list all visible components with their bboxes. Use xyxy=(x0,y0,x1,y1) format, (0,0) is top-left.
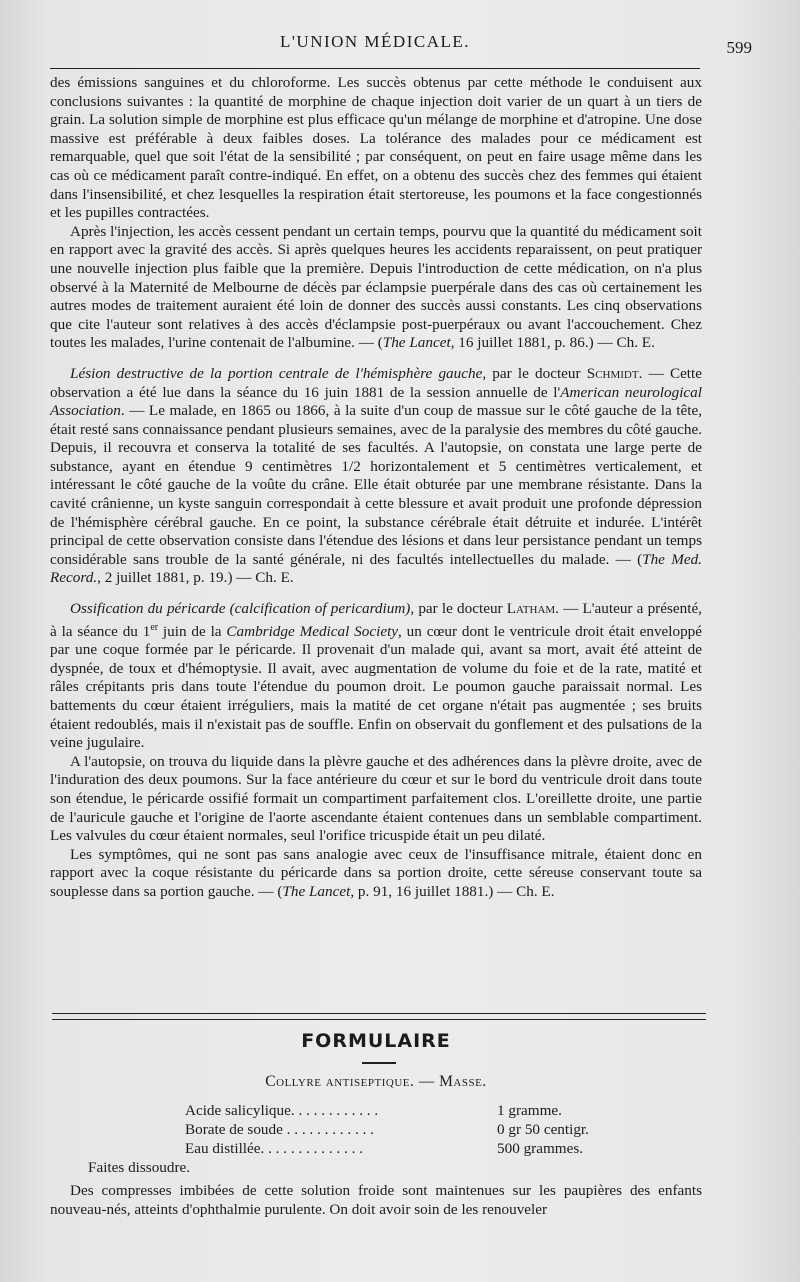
section-double-rule xyxy=(52,1013,706,1020)
ingredient-quantity: 0 gr 50 centigr. xyxy=(497,1121,589,1138)
ingredient-list xyxy=(185,1101,645,1158)
heading-dash xyxy=(362,1062,396,1064)
paragraph-4-text-cont: juin de la xyxy=(158,622,227,640)
association-name: American neurological Association xyxy=(50,383,702,420)
paragraph-6-text: Les symptômes, qui ne sont pas sans analogie avec ceux de l'insuffisance mitrale, étaient donc en rapport avec la coque résistante du péricarde dans sa portion droite, cette séreuse conservant toute sa souplesse dans sa portion gauche. — ( xyxy=(50,845,702,900)
society-name: Cambridge Medical Society xyxy=(226,622,399,640)
header-rule xyxy=(50,68,700,69)
paragraph-4-text-end: , un cœur dont le ventricule droit était enveloppé par une coque formée par le péricarde. Il provenait d'un malade qui, avant sa mort, avait été atteint de dyspnée, de toux et d'hémoptysie. Il avait, avec augmentation de volume du foie et de la rate, matité et râles crépitants pris dans toute l'étendue du poumon droit. Le poumon gauche paraissait normal. Les battements du cœur étaient irréguliers, mais la matité de cet organe n'était pas augmentée ; ses bruits étaient redoublés, mais il n'existait pas de souffle. Enfin on observait du gonflement et des pulsations de la veine jugulaire. xyxy=(50,622,703,752)
citation-tail: , p. 91, 16 juillet 1881.) — Ch. E. xyxy=(350,883,555,900)
paragraph-2 xyxy=(50,223,702,353)
paragraph-1: des émissions sanguines et du chloroforme. Les succès obtenus par cette méthode le conduisent aux conclusions suivantes : la quantité de morphine de chaque injection doit varier de un quart à un tiers de grain. La solution simple de morphine est plus efficace qu'un mélange de morphine et d'atropine. Une dose massive est préférable à deux faibles doses. La tolérance des malades pour ce médicament est remarquable, quel que soit l'état de la sensibilité ; par conséquent, on peut en faire usage même dans les cas où ce médicament paraît contre-indiqué. En effet, on a obtenu des succès chez des femmes qui étaient dans l'insensibilité, et chez lesquelles la respiration était stertoreuse, les poumons et la face congestionnés et les pupilles contractées. xyxy=(50,74,702,222)
article-title: Ossification du péricarde (calcification of pericardium) xyxy=(70,600,411,618)
byline: , par le docteur xyxy=(410,600,507,618)
byline: , par le docteur xyxy=(482,364,587,382)
article-title: Lésion destructive de la portion centrale de l'hémisphère gauche xyxy=(70,364,483,382)
ingredient-row xyxy=(185,1139,645,1158)
source-citation: The Lancet xyxy=(282,883,351,900)
ingredient-name: Eau distillée. . . . . . . . . . . . . . xyxy=(185,1140,364,1157)
page-header xyxy=(50,32,752,62)
source-citation: The Med. Record. xyxy=(50,550,702,587)
paragraph-4-text: . — L'auteur a présenté, à la séance du 1 xyxy=(50,600,702,640)
ingredient-quantity: 1 gramme. xyxy=(497,1102,562,1119)
recipe-title: Collyre antiseptique. — Masse. xyxy=(265,1073,487,1090)
citation-tail: , 16 juillet 1881, p. 86.) — Ch. E. xyxy=(450,334,655,352)
author-name: Schmidt xyxy=(586,364,639,382)
paragraph-5: A l'autopsie, on trouva du liquide dans la plèvre gauche et des adhérences dans la plèvre droite, avec de l'induration des deux poumons. Sur la face antérieure du cœur et sur le bord du ventricule droit dans toute son étendue, le péricarde ossifié formait un compartiment parfaitement clos. L'oreillette droite, une partie de l'auricule gauche et l'origine de l'aorte ascendante étaient contenues dans un semblable compartiment. Les valvules du cœur étaient normales, seul l'orifice tricuspide était un peu dilaté. xyxy=(50,752,702,845)
paragraph-3-text: . — Cette observation a été lue dans la séance du 16 juin 1881 de la session annuelle de l' xyxy=(50,364,702,401)
paragraph-2-text: Après l'injection, les accès cessent pendant un certain temps, pourvu que la quantité du médicament soit en rapport avec la gravité des accès. Si après quelques heures les accidents reparaissent, on peut pratiquer une nouvelle injection plus faible que la première. Depuis l'introduction de cette médication, on n'a plus observé à la Maternité de Melbourne de décès par éclampsie puerpérale dans des cas où certainement les autres modes de traitement auraient été loin de donner des succès aussi constants. Les cinq observations que cite l'auteur sont relatives à des accès d'éclampsie post-puerpéraux ou avant l'accouchement. Chez toutes les malades, l'urine contenait de l'albumine. — ( xyxy=(50,222,702,352)
running-head: L'UNION MÉDICALE. xyxy=(279,32,471,51)
paragraph-4 xyxy=(50,600,702,753)
source-citation: The Lancet xyxy=(382,334,451,352)
superscript: er xyxy=(150,621,159,633)
paragraph-3-text-cont: . — Le malade, en 1865 ou 1866, à la suite d'un coup de massue sur le côté gauche de la tête, était resté sans connaissance pendant plusieurs semaines, avec de la paralysie des membres du côté gauche. Depuis, il recouvra et conserva la totalité de ses facultés. A l'autopsie, on constata une large perte de substance, ayant en étendue 9 centimètres 1/2 horizontalement et 5 centimètres verticalement, et intéressant le côté gauche de la voûte du crâne. Elle était obturée par une membrane résistante. Dans la cavité crânienne, un kyste sanguin correspondait à cette blessure et avait produit une profonde dépression de l'hémisphère cérébral gauche. En ce point, la substance cérébrale était détruite et indurée. L'intérêt principal de cette observation consiste dans l'étendue des lésions et dans leur persistance pendant un temps considérable sans trouble de la santé générale, ni des facultés intellectuelles du malade. — ( xyxy=(50,402,702,568)
ingredient-row xyxy=(185,1120,645,1139)
page-number: 599 xyxy=(726,38,752,57)
instruction-text: Faites dissoudre. xyxy=(88,1159,191,1176)
ingredient-quantity: 500 grammes. xyxy=(497,1140,584,1157)
closing-paragraph: Des compresses imbibées de cette solution froide sont maintenues sur les paupières des enfants nouveau-nés, atteints d'ophthalmie purulente. On doit avoir soin de les renouveler xyxy=(50,1182,702,1218)
ingredient-row xyxy=(185,1101,645,1120)
paragraph-3 xyxy=(50,365,702,588)
ingredient-name: Borate de soude . . . . . . . . . . . . xyxy=(185,1121,374,1138)
formulaire-heading: FORMULAIRE xyxy=(301,1030,451,1052)
ingredient-name: Acide salicylique. . . . . . . . . . . . xyxy=(185,1102,379,1119)
paragraph-6 xyxy=(50,846,702,902)
author-name: Latham xyxy=(506,600,556,618)
citation-tail: , 2 juillet 1881, p. 19.) — Ch. E. xyxy=(97,569,294,587)
article-body xyxy=(50,74,702,902)
